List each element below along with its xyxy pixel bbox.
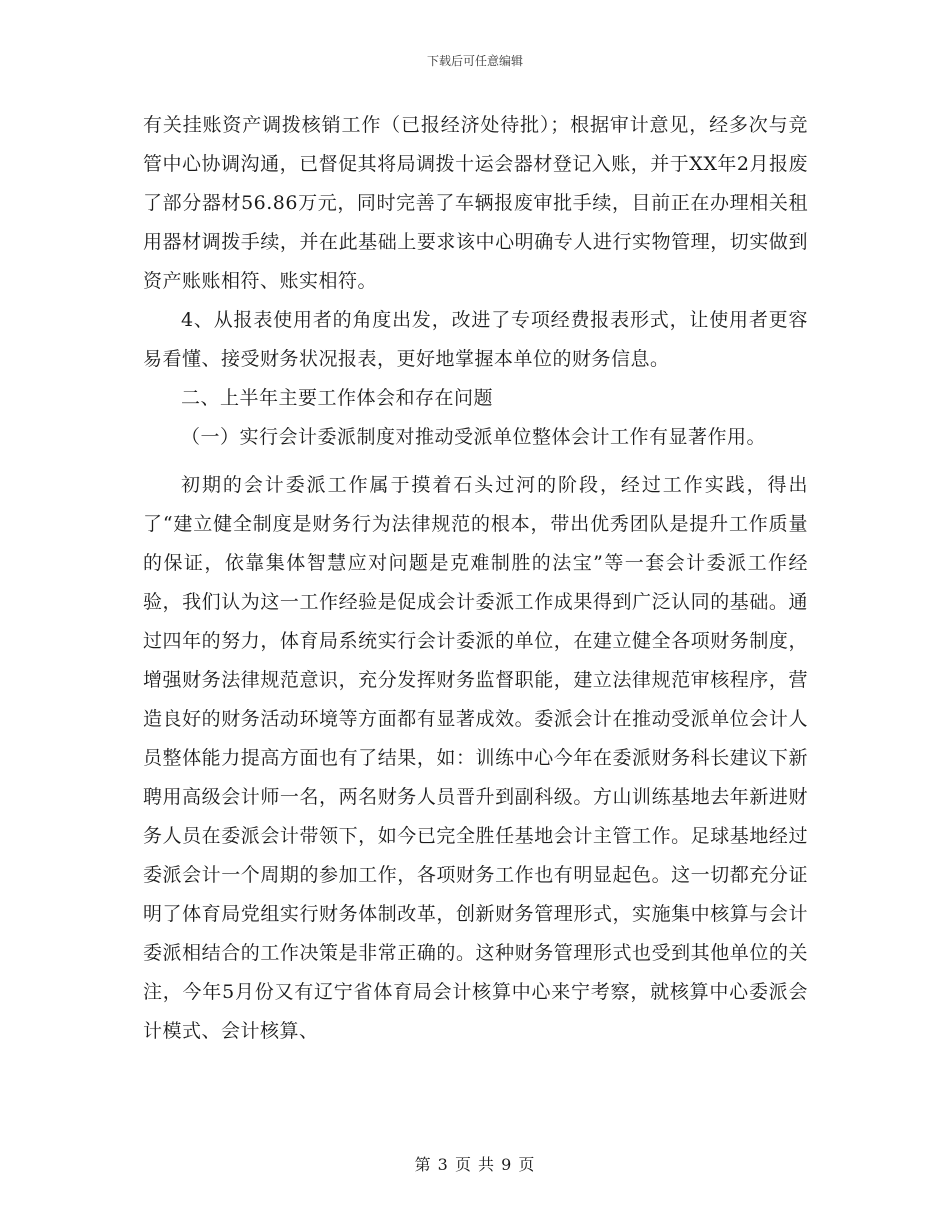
paragraph-delegation-results: 初期的会计委派工作属于摸着石头过河的阶段，经过工作实践，得出了“建立健全制度是财务行为法律规范的根本，带出优秀团队是提升工作质量的保证，依靠集体智慧应对问题是克难制胜的法宝”等一套会计委派工作经验，我们认为这一工作经验是促成会计委派工作成果得到广泛认同的基础。通过四年的努力，体育局系统实行会计委派的单位，在建立健全各项财务制度，增强财务法律规范意识，充分发挥财务监督职能，建立法律规范审核程序，营造良好的财务活动环境等方面都有显著成效。委派会计在推动受派单位会计人员整体能力提高方面也有了结果，如：训练中心今年在委派财务科长建议下新聘用高级会计师一名，两名财务人员晋升到副科级。方山训练基地去年新进财务人员在委派会计带领下，如今已完全胜任基地会计主管工作。足球基地经过委派会计一个周期的参加工作，各项财务工作也有明显起色。这一切都充分证明了体育局党组实行财务体制改革，创新财务管理形式，实施集中核算与会计委派相结合的工作决策是非常正确的。这种财务管理形式也受到其他单位的关注，今年5月份又有辽宁省体育局会计核算中心来宁考察，就核算中心委派会计模式、会计核算、: [143, 474, 808, 1042]
page-number: 第 3 页 共 9 页: [414, 1155, 536, 1174]
paragraph-asset-writeoff: 有关挂账资产调拨核销工作（已报经济处待批）；根据审计意见，经多次与竞管中心协调沟通，已督促其将局调拨十运会器材登记入账，并于XX年2月报废了部分器材56.86万元，同时完善了车辆报废审批手续，目前正在办理相关租用器材调拨手续，并在此基础上要求该中心明确专人进行实物管理，切实做到资产账账相符、账实相符。: [143, 114, 808, 292]
page-header: 下载后可任意编辑: [426, 54, 523, 68]
section-heading-experience: 二、上半年主要工作体会和存在问题: [181, 387, 494, 409]
paragraph-report-format: 4、从报表使用者的角度出发，改进了专项经费报表形式，让使用者更容易看懂、接受财务状况报表，更好地掌握本单位的财务信息。: [143, 309, 808, 370]
subsection-heading-accounting-delegation: （一）实行会计委派制度对推动受派单位整体会计工作有显著作用。: [181, 426, 767, 448]
document-body: [143, 106, 808, 1051]
